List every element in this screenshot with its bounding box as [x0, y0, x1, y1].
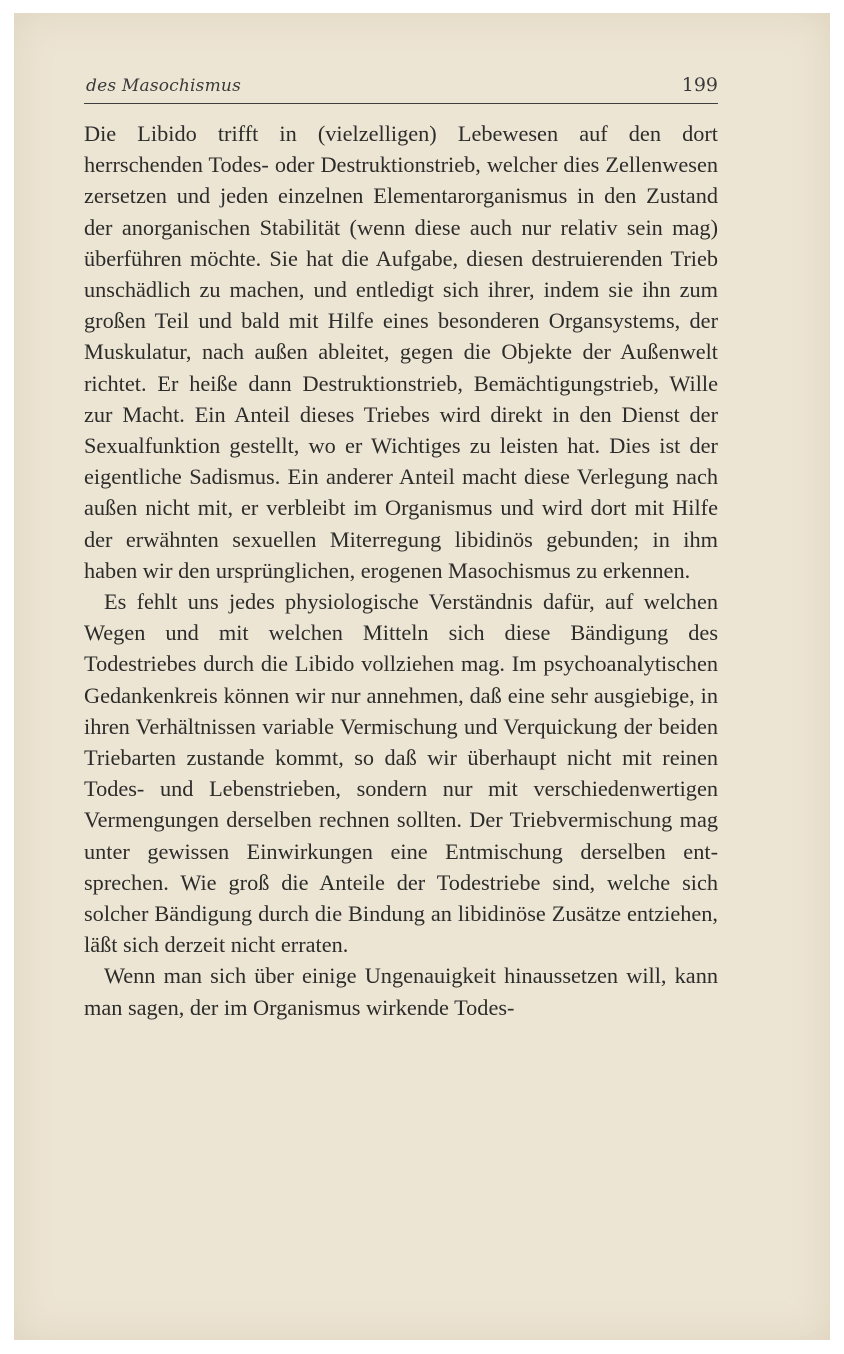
page-number: 199: [681, 74, 718, 96]
paragraph-1: Die Libido trifft in (vielzelligen) Lebewesen auf den dort herrschenden Todes- oder Destruktionstrieb, welcher dies Zellenwesen zersetzen und jeden einzelnen Elementarorganismus in den Zustand der anorganischen Stabilität (wenn diese auch nur relativ sein mag) überführen möchte. Sie hat die Aufgabe, diesen destruierenden Trieb unschädlich zu machen, und entledigt sich ihrer, indem sie ihn zum großen Teil und bald mit Hilfe eines besonderen Organsystems, der Muskulatur, nach außen ableitet, gegen die Objekte der Außenwelt richtet. Er heiße dann Destruktionstrieb, Bemächtigungstrieb, Wille zur Macht. Ein Anteil dieses Triebes wird direkt in den Dienst der Sexualfunktion gestellt, wo er Wichtiges zu leisten hat. Dies ist der eigentliche Sadismus. Ein anderer Anteil macht diese Verlegung nach außen nicht mit, er verbleibt im Organismus und wird dort mit Hilfe der erwähnten sexuellen Miterregung libidinös gebunden; in ihm haben wir den ursprünglichen, erogenen Masochismus zu erkennen.: [84, 121, 718, 583]
page-header: [86, 74, 718, 100]
header-rule: [84, 103, 718, 104]
paragraph-2: Es fehlt uns jedes physiologische Verständnis dafür, auf welchen Wegen und mit welchen Mitteln sich diese Bändigung des Todestriebes durch die Libido vollziehen mag. Im psychoanalytischen Gedankenkreis können wir nur annehmen, daß eine sehr ausgiebige, in ihren Verhältnissen variable Vermischung und Verquickung der beiden Triebarten zustande kommt, so daß wir überhaupt nicht mit reinen Todes- und Lebenstrieben, sondern nur mit verschiedenwertigen Vermengungen derselben rechnen sollten. Der Triebvermischung mag unter gewissen Einwirkungen eine Entmischung derselben entsprechen. Wie groß die Anteile der Todestriebe sind, welche sich solcher Bändigung durch die Bindung an libidinöse Zusätze entziehen, läßt sich derzeit nicht erraten.: [84, 589, 718, 958]
running-head: des Masochismus: [86, 76, 241, 96]
paragraph-3: Wenn man sich über einige Ungenauigkeit hinaussetzen will, kann man sagen, der im Organismus wirkende Todes-: [84, 963, 718, 1020]
body-text: [84, 118, 718, 1023]
